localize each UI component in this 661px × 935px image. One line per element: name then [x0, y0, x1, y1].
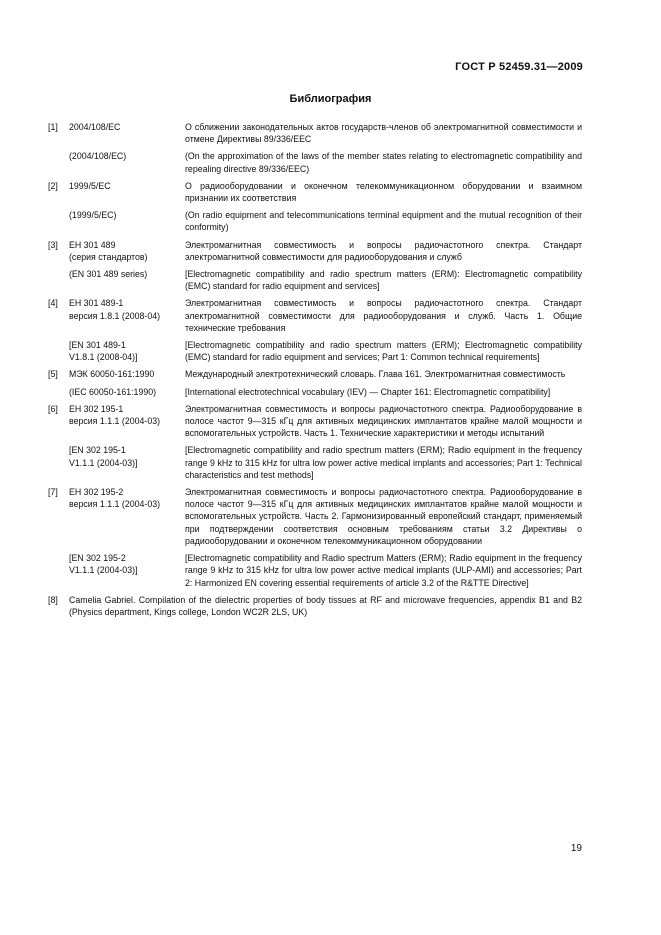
standard-number: ГОСТ Р 52459.31—2009: [455, 61, 583, 73]
reference-code: (EN 301 489 series): [69, 269, 148, 280]
reference-code: ЕН 301 489-1 версия 1.8.1 (2008-04): [69, 298, 161, 321]
reference-title: [Electromagnetic compatibility and radio spectrum matters (ERM); Electromagnetic compatibility (EMC) standard for radio equipment and services; Part 1: Common technical requirements]: [185, 340, 582, 363]
bibliography-item: [0, 486, 661, 589]
reference-title: О радиооборудовании и оконечном телекоммуникационном оборудовании и взаимном признании их соответствия: [185, 180, 582, 204]
page-number: 19: [570, 843, 582, 854]
reference-number: [1]: [48, 122, 58, 132]
reference-title: (On radio equipment and telecommunications terminal equipment and the mutual recognition of their conformity): [185, 210, 582, 233]
reference-number: [3]: [48, 239, 58, 250]
bibliography-item: [0, 368, 661, 397]
reference-code: (1999/5/EC): [69, 210, 117, 221]
reference-code: МЭК 60050-161:1990: [69, 369, 155, 380]
reference-title: [Electromagnetic compatibility and radio spectrum matters (ERM); Radio equipment in the frequency range 9 kHz to 315 kHz for ultra low power active medical implants and accessories; Part 1: Technical characteristics and test methods]: [185, 445, 582, 480]
reference-code: ЕН 301 489 (серия стандартов): [69, 239, 148, 262]
reference-number: [5]: [48, 369, 58, 380]
reference-number: [8]: [48, 594, 58, 605]
reference-number: [7]: [48, 487, 58, 498]
bibliography-entry: [0, 239, 661, 263]
reference-title: Camelia Gabriel. Compilation of the dielectric properties of body tissues at RF and microwave frequencies, appendix B1 and B2 (Physics department, Kings college, London WC2R 2LS, UK): [69, 594, 582, 617]
bibliography-entry: [0, 386, 661, 398]
reference-number: [2]: [48, 180, 58, 191]
reference-title: Электромагнитная совместимость и вопросы радиочастотного спектра. Стандарт электромагнитной совместимости для радиооборудования и служб. Часть 1. Общие технические требования: [185, 298, 582, 333]
section-title: Библиография: [289, 93, 372, 105]
bibliography-entry: [0, 209, 661, 233]
reference-title: [International electrotechnical vocabulary (IEV) — Chapter 161: Electromagnetic compatibility]: [185, 386, 551, 397]
bibliography-entry: [0, 444, 661, 481]
reference-code: [EN 302 195-1 V1.1.1 (2004-03)]: [69, 445, 138, 468]
reference-code: [EN 302 195-2 V1.1.1 (2004-03)]: [69, 553, 138, 576]
reference-number: [6]: [48, 403, 58, 414]
bibliography-item: [0, 403, 661, 481]
bibliography-entry: [0, 594, 661, 618]
bibliography-entry: [0, 180, 661, 204]
reference-code: (2004/108/EC): [69, 151, 127, 162]
bibliography-entry: [0, 403, 661, 440]
bibliography-item: [0, 180, 661, 234]
reference-code: ЕН 302 195-2 версия 1.1.1 (2004-03): [69, 487, 161, 510]
bibliography-entry: [0, 486, 661, 547]
bibliography-item: [0, 121, 661, 175]
bibliography-entry: [0, 150, 661, 174]
reference-title: Электромагнитная совместимость и вопросы радиочастотного спектра. Радиооборудование в полосе частот 9—315 кГц для активных медицинских имплантатов крайне малой мощности и вспомогательных устройств. Часть 1. Технические характеристики и методы испытаний: [185, 403, 582, 439]
reference-title: Электромагнитная совместимость и вопросы радиочастотного спектра. Стандарт электромагнитной совместимости для радиооборудования и служб: [185, 239, 582, 262]
reference-code: 2004/108/EC: [69, 122, 121, 132]
bibliography-item: [0, 297, 661, 363]
reference-code: 1999/5/ЕС: [69, 180, 111, 191]
bibliography-entry: [0, 552, 661, 589]
bibliography-entry: [0, 268, 661, 292]
bibliography-entry: [0, 339, 661, 363]
bibliography-item: [0, 594, 661, 618]
bibliography-entry: [0, 297, 661, 334]
bibliography-item: [0, 239, 661, 293]
bibliography-entry: [0, 368, 661, 380]
reference-title: Электромагнитная совместимость и вопросы радиочастотного спектра. Радиооборудование в полосе частот 9—315 кГц для активных медицинских имплантатов крайне малой мощности и вспомогательных устройств. Часть 2. Гармонизированный европейский стандарт, применяемый при подтверждении соответствия основным требованиям статьи 3.2 Директивы о радиооборудовании и оконечном телекоммуникационном оборудовании: [185, 487, 582, 546]
bibliography-list: [0, 121, 661, 623]
reference-code: [EN 301 489-1 V1.8.1 (2008-04)]: [69, 340, 138, 363]
reference-number: [4]: [48, 298, 58, 309]
reference-title: [Electromagnetic compatibility and radio spectrum matters (ERM): Electromagnetic compatibility (EMC) standard for radio equipment and services]: [185, 269, 582, 292]
reference-title: [Electromagnetic compatibility and Radio spectrum Matters (ERM); Radio equipment in the frequency range 9 kHz to 315 kHz for ultra low power active medical implants (ULP-AMI) and accessories; Part 2: Harmonized EN covering essential requirements of article 3.2 of the R&TTE Directive]: [185, 553, 582, 588]
reference-code: (IEC 60050-161:1990): [69, 386, 157, 397]
bibliography-entry: [0, 121, 661, 145]
reference-title: (On the approximation of the laws of the member states relating to electromagnetic compatibility and repealing directive 89/336/EEC): [185, 151, 582, 174]
reference-title: О сближении законодательных актов государств-членов об электромагнитной совместимости и отмене Директивы 89/336/ЕЕС: [185, 122, 582, 145]
reference-title: Международный электротехнический словарь. Глава 161. Электромагнитная совместимость: [185, 369, 566, 380]
reference-code: ЕН 302 195-1 версия 1.1.1 (2004-03): [69, 403, 161, 427]
